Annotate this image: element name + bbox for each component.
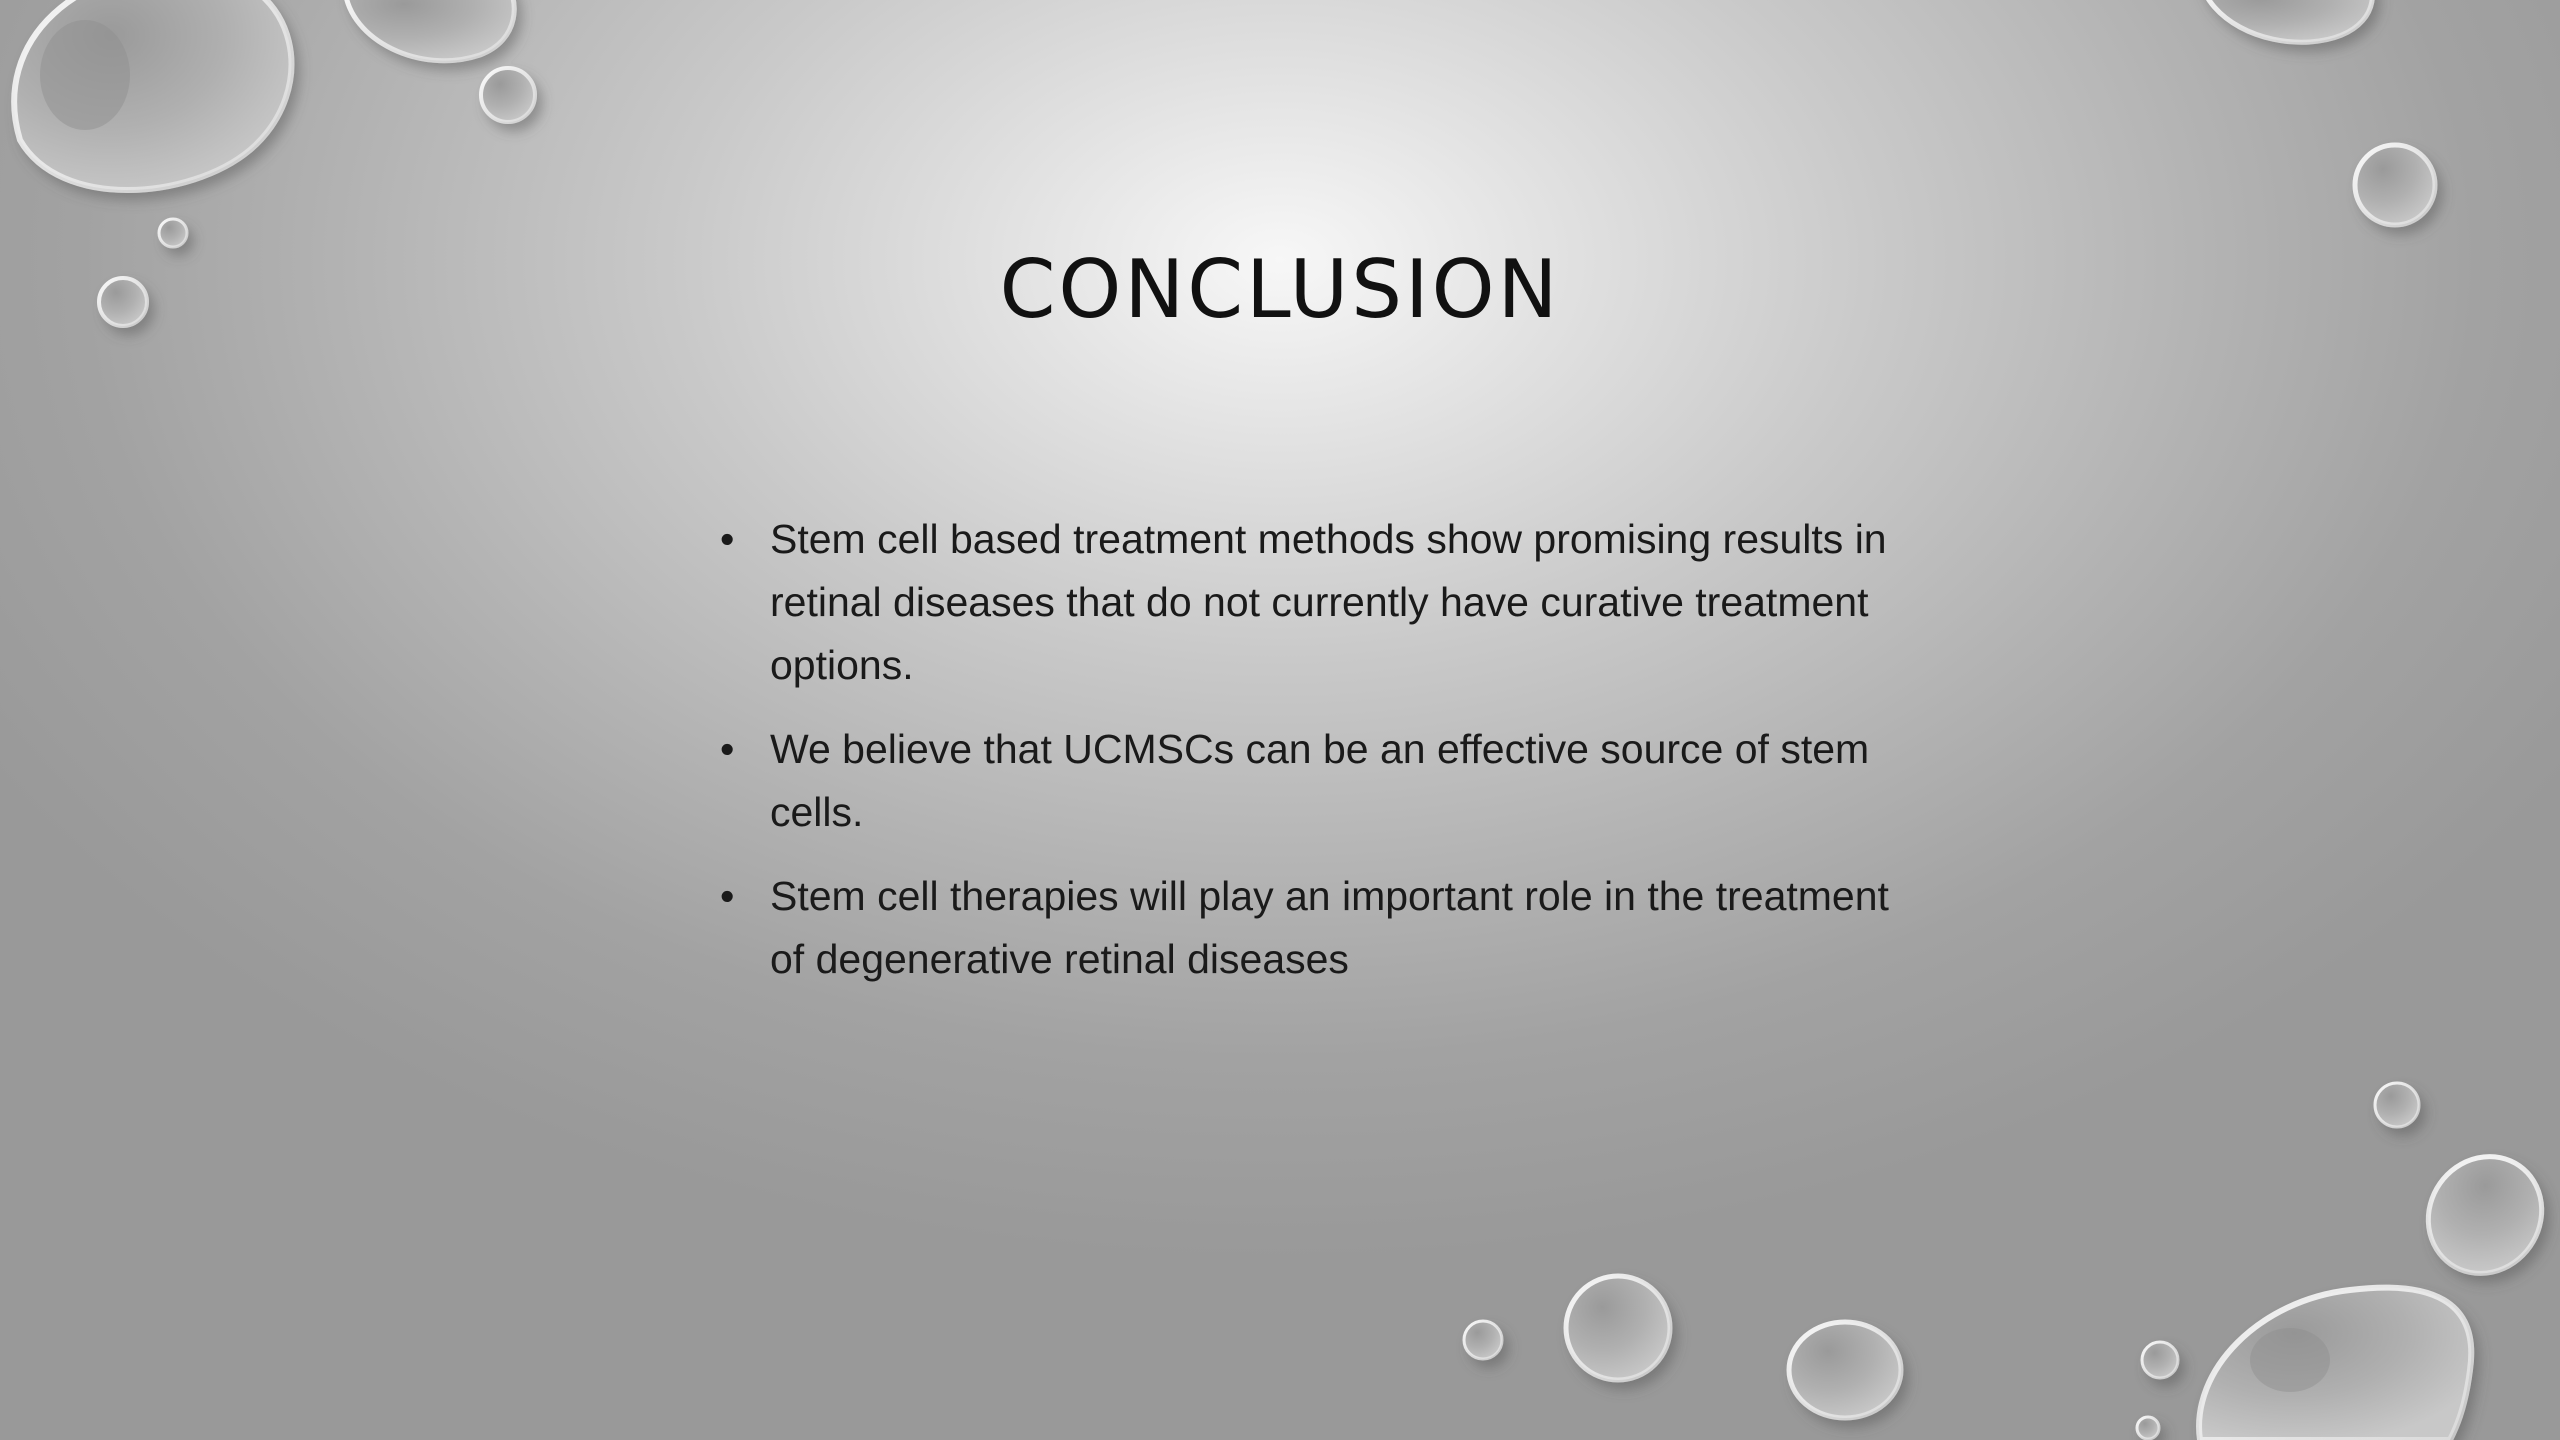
list-item <box>720 718 1910 844</box>
bullet-text: Stem cell based treatment methods show promising results in retinal diseases that do not currently have curative treatment options. <box>770 516 1887 688</box>
bullet-icon: • <box>720 873 735 919</box>
bullet-icon: • <box>720 516 735 562</box>
bottom-center-drops <box>1464 1276 1901 1418</box>
bullet-list <box>720 508 1910 1012</box>
top-right-drops <box>2200 0 2435 225</box>
list-item <box>720 865 1910 991</box>
bullet-text: Stem cell therapies will play an important role in the treatment of degenerative retinal diseases <box>770 873 1889 982</box>
slide-title: CONCLUSION <box>999 243 1561 336</box>
bullet-icon: • <box>720 726 735 772</box>
bottom-right-drops <box>2137 1083 2560 1440</box>
list-item <box>720 508 1910 697</box>
bullet-text: We believe that UCMSCs can be an effective source of stem cells. <box>770 726 1870 835</box>
